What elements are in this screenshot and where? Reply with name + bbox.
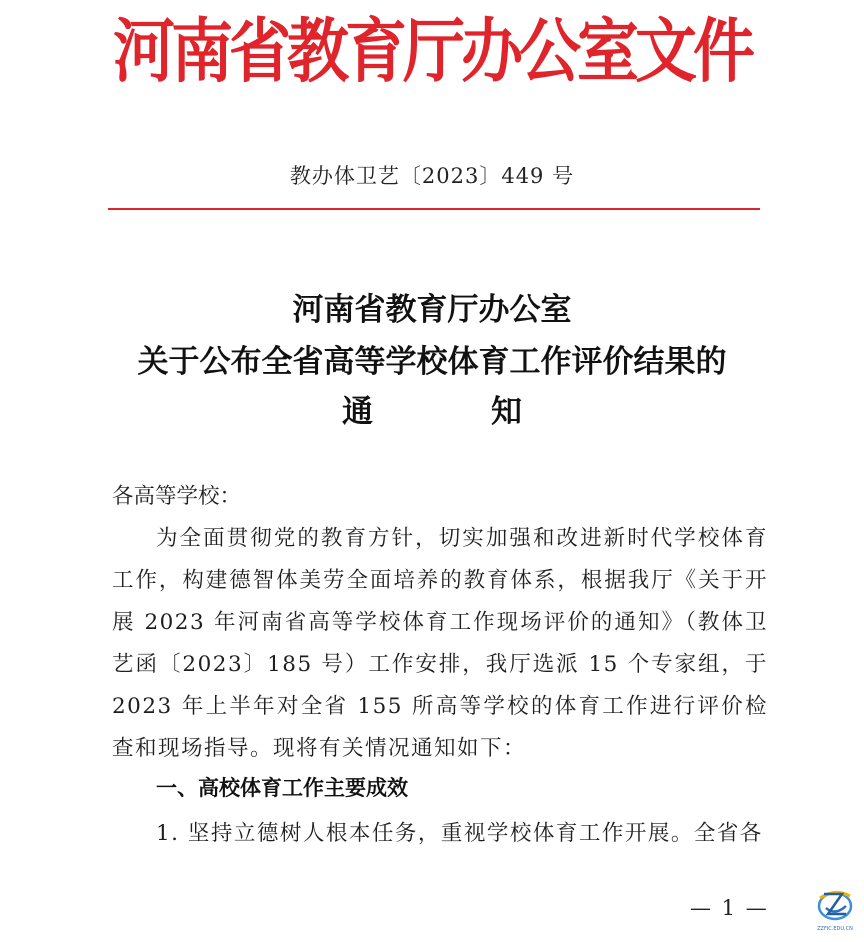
list-item: 1. 坚持立德树人根本任务，重视学校体育工作开展。全省各 [156, 821, 763, 846]
school-logo-icon [812, 886, 858, 934]
section-heading: 一、高校体育工作主要成效 [156, 776, 408, 800]
notice-title-line-3 [0, 386, 864, 431]
notice-title-line-2: 关于公布全省高等学校体育工作评价结果的 [137, 344, 727, 380]
page-number: — 1 — [690, 896, 769, 920]
masthead-title: 河南省教育厅办公室文件 [112, 10, 751, 93]
logo-caption: ZZFIC.EDU.CN [817, 926, 853, 932]
body-paragraph: 为全面贯彻党的教育方针，切实加强和改进新时代学校体育工作，构建德智体美劳全面培养的教育体系，根据我厅《关于开展 2023 年河南省高等学校体育工作现场评价的通知》（教体卫艺函〔2023〕185 号）工作安排，我厅选派 15 个专家组，于 2023 年上半年对全省 155 所高等学校的体育工作进行评价检查和现场指导。现将有关情况通知如下： [112, 526, 768, 761]
salutation: 各高等学校： [112, 484, 242, 509]
red-divider-line [108, 208, 760, 210]
notice-title-char-left: 通 [342, 394, 373, 430]
notice-title-line-1: 河南省教育厅办公室 [292, 292, 572, 328]
notice-title-char-right: 知 [491, 394, 522, 430]
document-number: 教办体卫艺〔2023〕449 号 [289, 164, 575, 188]
